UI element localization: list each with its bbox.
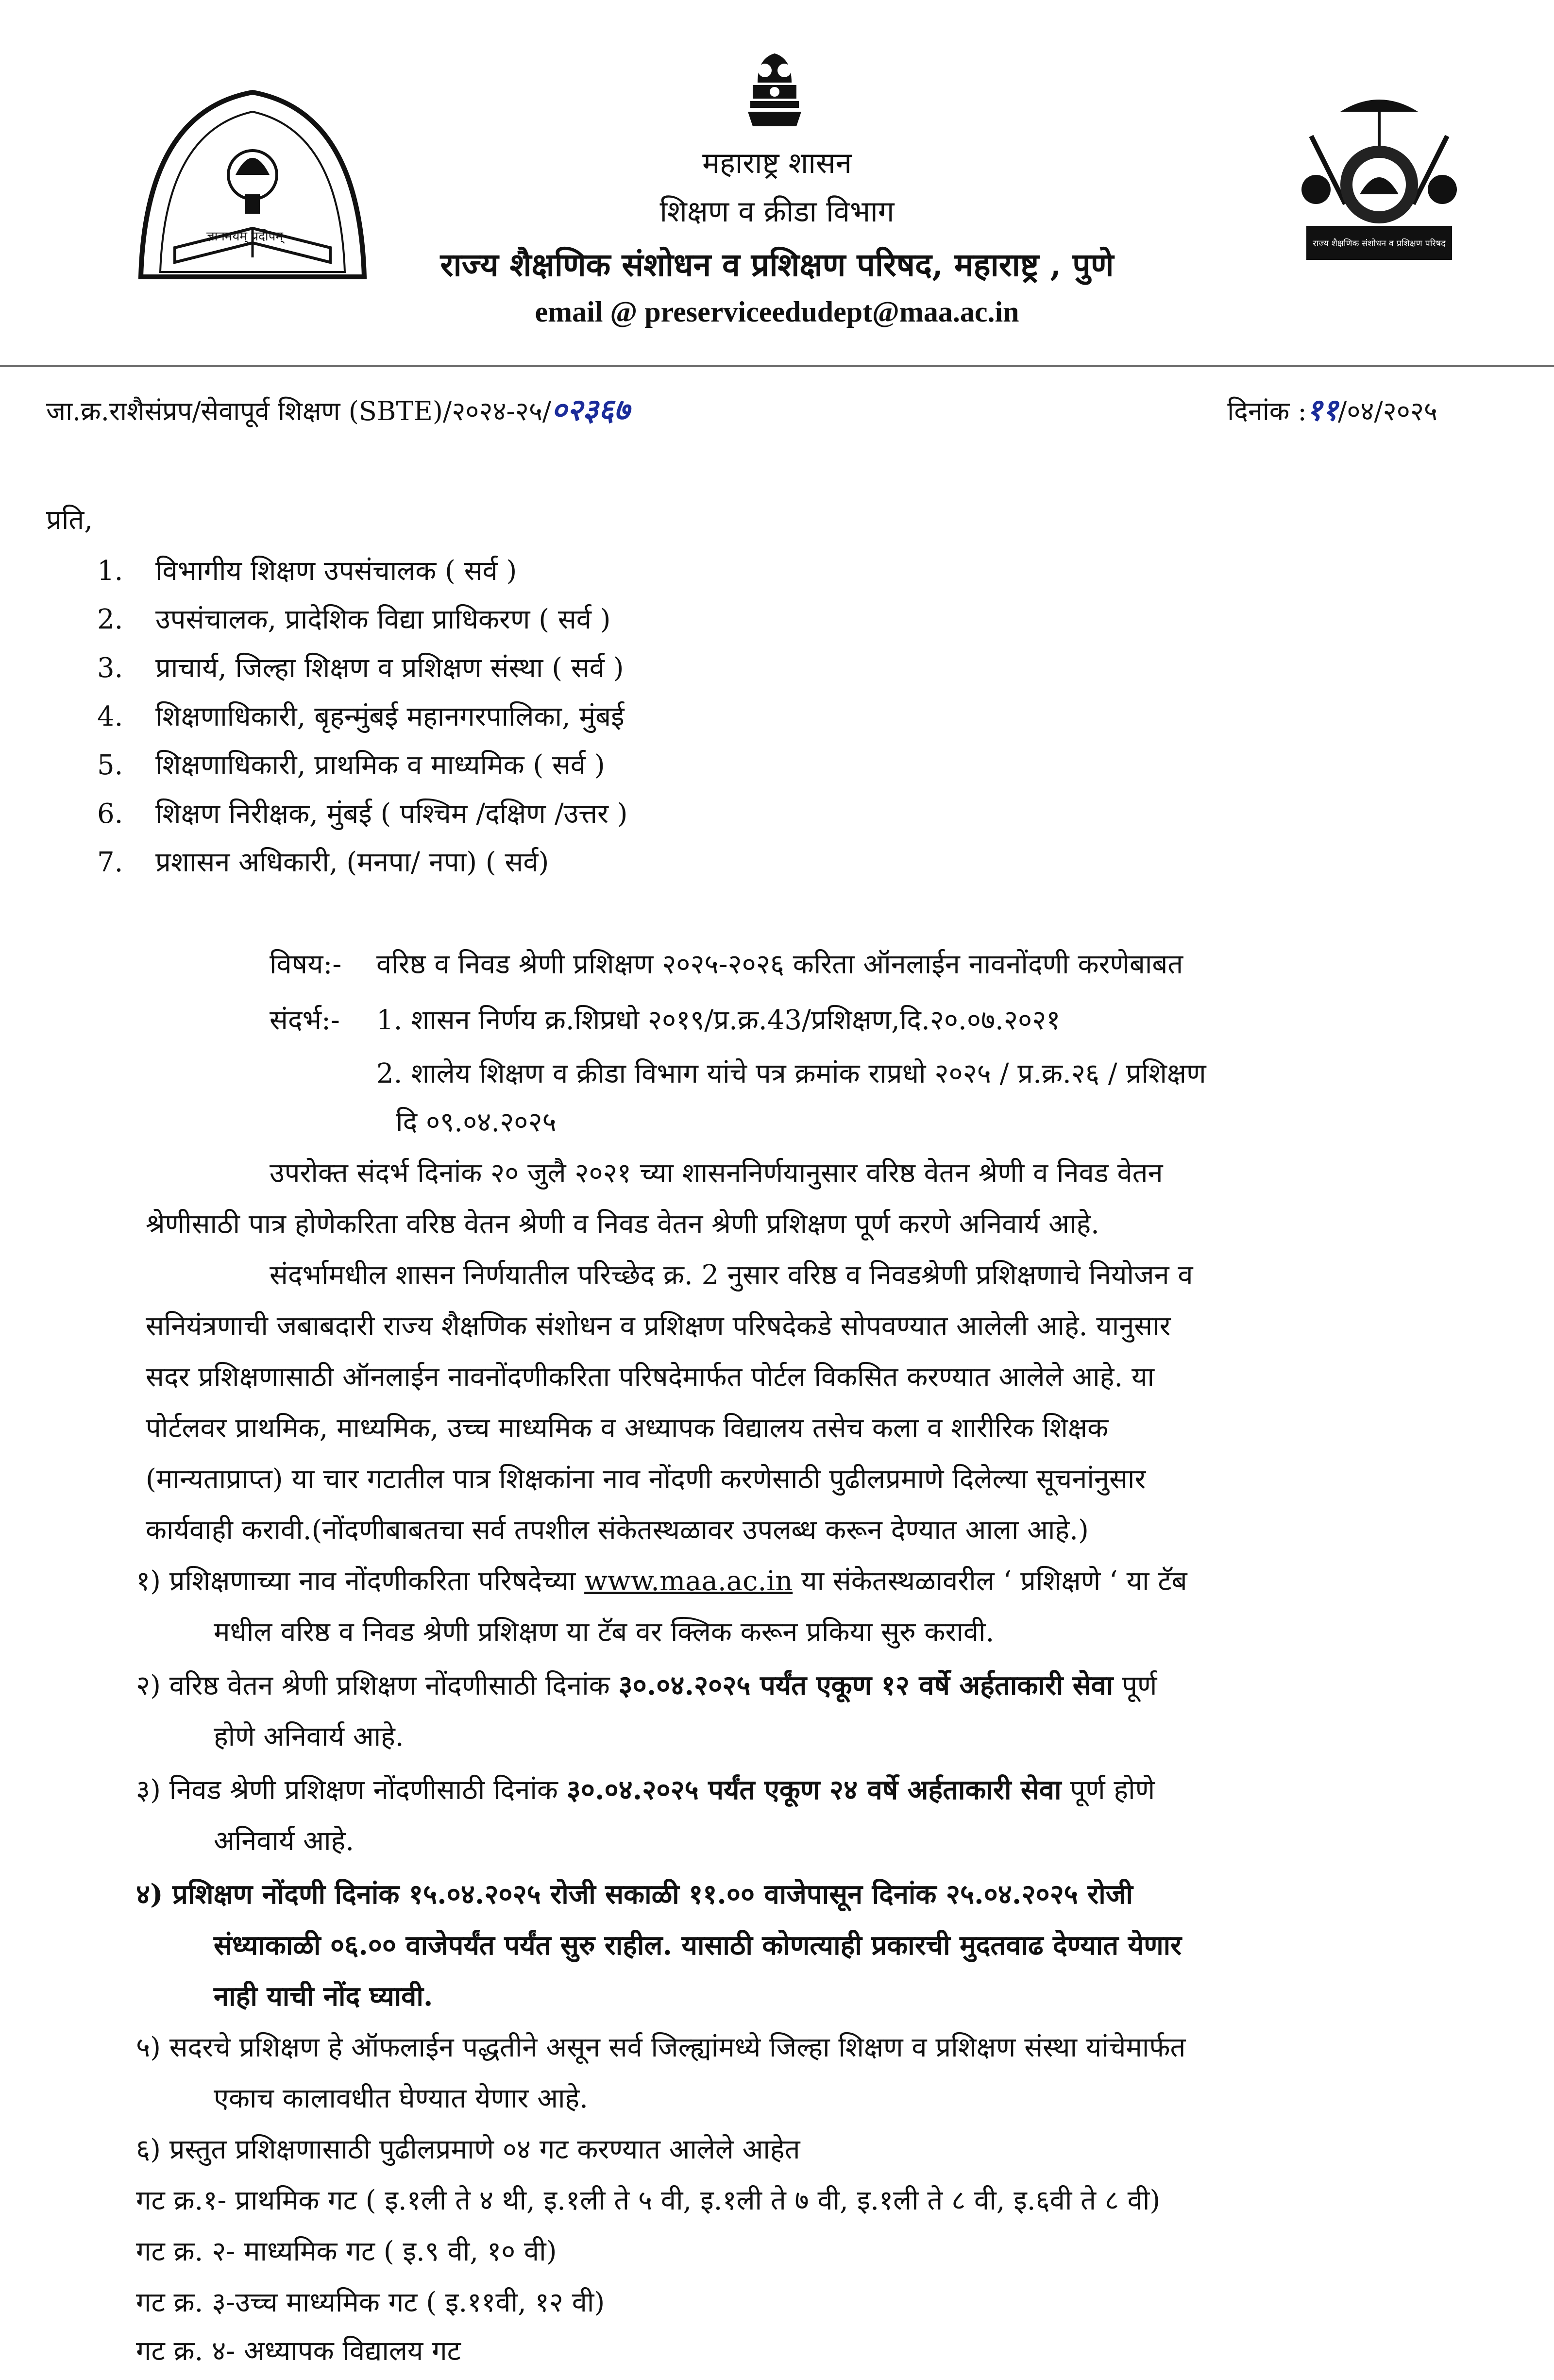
reference-prefix: जा.क्र.राशैसंप्रप/सेवापूर्व शिक्षण (SBTE)/२०२४-२५/ — [46, 396, 552, 426]
subject-text: वरिष्ठ व निवड श्रेणी प्रशिक्षण २०२५-२०२६ करिता ऑनलाईन नावनोंदणी करणेबाबत — [376, 949, 1183, 980]
letter-date — [1227, 389, 1437, 429]
point-2: २) वरिष्ठ वेतन श्रेणी प्रशिक्षण नोंदणीसाठी दिनांक ३०.०४.२०२५ पर्यंत एकूण १२ वर्षे अर्हताकारी सेवा पूर्ण — [136, 1669, 1157, 1701]
point-1-line2: मधील वरिष्ठ व निवड श्रेणी प्रशिक्षण या टॅब वर क्लिक करून प्रकिया सुरु करावी. — [214, 1616, 995, 1648]
recipients-label: प्रति, — [46, 504, 93, 536]
emblem-caption: राज्य शैक्षणिक संशोधन व प्रशिक्षण परिषद — [1313, 238, 1446, 249]
references-label: संदर्भ:- — [270, 1004, 340, 1036]
email-address[interactable]: email @ preserviceedudept@maa.ac.in — [535, 296, 1019, 328]
recipient-item: 5. शिक्षणाधिकारी, प्राथमिक व माध्यमिक ( सर्व ) — [97, 749, 605, 781]
recipient-item: 4. शिक्षणाधिकारी, बृहन्मुंबई महानगरपालिका, मुंबई — [97, 701, 625, 732]
reference-2: 2. शालेय शिक्षण व क्रीडा विभाग यांचे पत्र क्रमांक राप्रधो २०२५ / प्र.क्र.२६ / प्रशिक्षण — [376, 1058, 1206, 1089]
para2-line4: पोर्टलवर प्राथमिक, माध्यमिक, उच्च माध्यमिक व अध्यापक विद्यालय तसेच कला व शारीरिक शिक्षक — [146, 1412, 1109, 1444]
para2-line5: (मान्यताप्राप्त) या चार गटातील पात्र शिक्षकांना नाव नोंदणी करणेसाठी पुढीलप्रमाणे दिलेल्या सूचनांनुसार — [146, 1463, 1146, 1495]
group-4: गट क्र. ४- अध्यापक विद्यालय गट — [136, 2335, 461, 2367]
group-1: गट क्र.१- प्राथमिक गट ( इ.१ली ते ४ थी, इ.१ली ते ५ वी, इ.१ली ते ७ वी, इ.१ली ते ८ वी, इ.६वी ते ८ वी) — [136, 2185, 1161, 2216]
government-name: महाराष्ट्र शासन — [702, 146, 852, 180]
reference-number — [46, 389, 629, 429]
date-label: दिनांक : — [1227, 396, 1307, 426]
point-3-line2: अनिवार्य आहे. — [214, 1825, 355, 1857]
reference-1: 1. शासन निर्णय क्र.शिप्रधो २०१९/प्र.क्र.43/प्रशिक्षण,दि.२०.०७.२०२१ — [376, 1004, 1061, 1036]
website-link[interactable]: www.maa.ac.in — [584, 1565, 793, 1597]
point-1: १) प्रशिक्षणाच्या नाव नोंदणीकरिता परिषदेच्या www.maa.ac.in या संकेतस्थळावरील ‘ प्रशिक्षणे ‘ या टॅब — [136, 1565, 1187, 1597]
date-rest: /०४/२०२५ — [1338, 396, 1437, 426]
header-divider — [0, 365, 1554, 367]
para1-line2: श्रेणीसाठी पात्र होणेकरिता वरिष्ठ वेतन श्रेणी व निवड वेतन श्रेणी प्रशिक्षण पूर्ण करणे अनिवार्य आहे. — [146, 1208, 1099, 1240]
point-4-line2: संध्याकाळी ०६.०० वाजेपर्यंत पर्यंत सुरु राहील. यासाठी कोणत्याही प्रकारची मुदतवाढ देण्यात येणार — [214, 1929, 1182, 1961]
reference-2-date: दि ०९.०४.२०२५ — [396, 1106, 557, 1138]
council-name: राज्य शैक्षणिक संशोधन व प्रशिक्षण परिषद, महाराष्ट्र , पुणे — [440, 246, 1114, 284]
recipient-item: 2. उपसंचालक, प्रादेशिक विद्या प्राधिकरण ( सर्व ) — [97, 604, 611, 635]
recipient-item: 3. प्राचार्य, जिल्हा शिक्षण व प्रशिक्षण संस्था ( सर्व ) — [97, 652, 624, 684]
group-2: गट क्र. २- माध्यमिक गट ( इ.९ वी, १० वी) — [136, 2236, 557, 2267]
date-day-handwritten: ११ — [1306, 392, 1338, 427]
national-emblem-icon — [738, 49, 811, 131]
para2-line6: कार्यवाही करावी.(नोंदणीबाबतचा सर्व तपशील संकेतस्थळावर उपलब्ध करून देण्यात आला आहे.) — [146, 1514, 1089, 1546]
point-5-line2: एकाच कालावधीत घेण्यात येणार आहे. — [214, 2083, 588, 2114]
para2-line3: सदर प्रशिक्षणासाठी ऑनलाईन नावनोंदणीकरिता परिषदेमार्फत पोर्टल विकसित करण्यात आलेले आहे. या — [146, 1361, 1154, 1393]
para1-line1: उपरोक्त संदर्भ दिनांक २० जुलै २०२१ च्या शासननिर्णयानुसार वरिष्ठ वेतन श्रेणी व निवड वेतन — [270, 1157, 1163, 1189]
recipient-item: 1. विभागीय शिक्षण उपसंचालक ( सर्व ) — [97, 555, 517, 587]
subject-label: विषय:- — [270, 949, 342, 980]
group-3: गट क्र. ३-उच्च माध्यमिक गट ( इ.११वी, १२ वी) — [136, 2287, 605, 2318]
point-3: ३) निवड श्रेणी प्रशिक्षण नोंदणीसाठी दिनांक ३०.०४.२०२५ पर्यंत एकूण २४ वर्षे अर्हताकारी सेवा पूर्ण होणे — [136, 1774, 1155, 1806]
point-2-line2: होणे अनिवार्य आहे. — [214, 1721, 404, 1752]
point-4: ४) प्रशिक्षण नोंदणी दिनांक १५.०४.२०२५ रोजी सकाळी ११.०० वाजेपासून दिनांक २५.०४.२०२५ रोजी — [136, 1878, 1133, 1910]
point-4-line3: नाही याची नोंद घ्यावी. — [214, 1980, 433, 2012]
recipient-item: 7. प्रशासन अधिकारी, (मनपा/ नपा) ( सर्व) — [97, 847, 549, 878]
recipient-item: 6. शिक्षण निरीक्षक, मुंबई ( पश्चिम /दक्षिण /उत्तर ) — [97, 798, 628, 830]
para2-line2: सनियंत्रणाची जबाबदारी राज्य शैक्षणिक संशोधन व प्रशिक्षण परिषदेकडे सोपवण्यात आलेली आहे. यानुसार — [146, 1310, 1171, 1342]
point-6: ६) प्रस्तुत प्रशिक्षणासाठी पुढीलप्रमाणे ०४ गट करण्यात आलेले आहेत — [136, 2134, 800, 2165]
reference-number-handwritten: ०२३६७ — [551, 392, 630, 427]
emblem-motto: ज्ञानमयम् प्रदीपम् — [206, 229, 283, 244]
para2-line1: संदर्भामधील शासन निर्णयातील परिच्छेद क्र. 2 नुसार वरिष्ठ व निवडश्रेणी प्रशिक्षणाचे नियोजन व — [270, 1259, 1193, 1291]
department-name: शिक्षण व क्रीडा विभाग — [659, 195, 895, 229]
point-5: ५) सदरचे प्रशिक्षण हे ऑफलाईन पद्धतीने असून सर्व जिल्ह्यांमध्ये जिल्हा शिक्षण व प्रशिक्षण संस्था यांचेमार्फत — [136, 2032, 1186, 2063]
